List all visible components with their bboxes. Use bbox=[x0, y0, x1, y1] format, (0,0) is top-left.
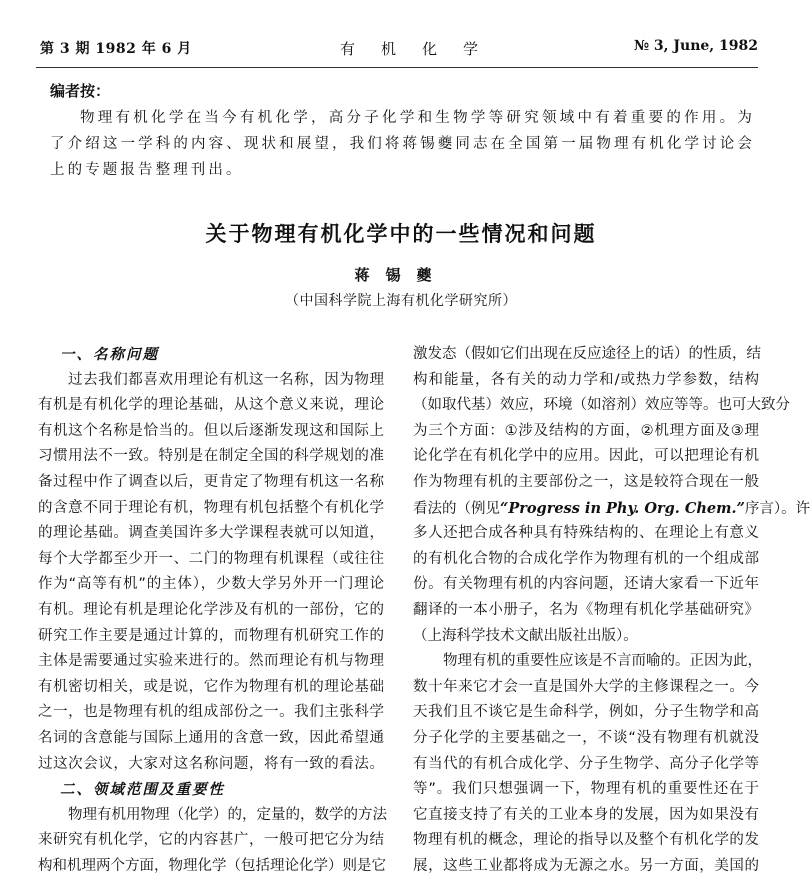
article-title: 关于物理有机化学中的一些情况和问题 bbox=[205, 222, 597, 246]
text-line: 有机这个名称是恰当的。但以后逐渐发现这和国际上 bbox=[38, 422, 384, 439]
editor-note-text: 物理有机化学在当今有机化学，高分子化学和生物学等研究领域中有着重要的作用。为了介绍这一学科的内容、现状和展望，我们将蒋锡夔同志在全国第一届物理有机化学讨论会上的专题报告整理刊出。 bbox=[50, 110, 755, 178]
journal-name: 有机化学 bbox=[340, 40, 505, 58]
text-line: （上海科学技术文献出版社出版）。 bbox=[413, 627, 638, 644]
citation-title: “Progress in Phy. Org. Chem.” bbox=[500, 499, 745, 517]
text-line: 过去我们都喜欢用理论有机这一名称，因为物理 bbox=[68, 371, 384, 388]
text-line: 每个大学都至少开一、二门的物理有机课程（或往往 bbox=[38, 550, 384, 567]
text-line: 的理论基础。调查美国许多大学课程表就可以知道， bbox=[38, 525, 384, 542]
right-paragraph-2 bbox=[413, 649, 762, 879]
section-heading-1: 一、名称问题 bbox=[60, 346, 159, 363]
issue-info-left: 第 3 期 1982 年 6 月 bbox=[40, 41, 192, 57]
citation-suffix: 序言）。许 bbox=[744, 500, 810, 517]
right-paragraph-1-part-b bbox=[413, 521, 759, 649]
text-line: 之一，也是物理有机的组成部份之一。我们主张科学 bbox=[38, 704, 384, 721]
header-rule bbox=[36, 67, 758, 68]
text-line: 主体是需要通过实验来进行的。然而理论有机与物理 bbox=[38, 653, 384, 670]
right-column bbox=[413, 342, 810, 879]
section-heading-2: 二、领域范围及重要性 bbox=[60, 781, 225, 799]
article-affiliation: （中国科学院上海有机化学研究所） bbox=[285, 293, 517, 309]
section-1-body bbox=[38, 368, 384, 778]
text-line: 作为“高等有机”的主体），少数大学另外开一门理论 bbox=[38, 576, 384, 593]
editor-note-label: 编者按： bbox=[50, 82, 111, 100]
text-line: 它直接支持了有关的工业本身的发展，因为如果没有 bbox=[413, 806, 759, 823]
text-line: 过这次会议，大家对这名称问题，将有一致的看法。 bbox=[38, 755, 384, 772]
text-line: 份。有关物理有机的内容问题，还请大家看一下近年 bbox=[413, 576, 759, 593]
text-line: 构和能量，各有关的动力学和/或热力学参数，结构 bbox=[413, 371, 759, 388]
text-line: 等”。我们只想强调一下，物理有机的重要性还在于 bbox=[413, 781, 759, 798]
running-header bbox=[40, 38, 758, 60]
text-line: 为三个方面：①涉及结构的方面，②机理方面及③理 bbox=[413, 422, 759, 439]
text-line: 物理有机的概念，理论的指导以及整个有机化学的发 bbox=[413, 832, 759, 849]
section-2-body bbox=[38, 803, 387, 879]
text-line: 数十年来它才会一直是国外大学的主修课程之一。今 bbox=[413, 678, 759, 695]
text-line: 构和机理两个方面，物理化学（包括理论化学）则是它 bbox=[38, 857, 386, 874]
text-line: 激发态（假如它们出现在反应途径上的话）的性质，结 bbox=[413, 346, 761, 362]
text-line: 有当代的有机合成化学、分子生物学、高分子化学等 bbox=[413, 755, 759, 772]
article-author: 蒋锡夔 bbox=[354, 266, 448, 284]
citation-prefix: 看法的（例见 bbox=[413, 500, 500, 517]
text-line: 分子化学的主要基础之一，不谈“没有物理有机就没 bbox=[413, 729, 759, 746]
text-line: 物理有机的重要性应该是不言而喻的。正因为此， bbox=[443, 653, 762, 670]
text-line: 天我们且不谈它是生命科学，例如，分子生物学和高 bbox=[413, 704, 759, 721]
text-line: 作为物理有机的主要部份之一，这是较符合现在一般 bbox=[413, 473, 759, 490]
text-line: 来研究有机化学，它的内容甚广，一般可把它分为结 bbox=[38, 832, 384, 849]
right-paragraph-1-part-a bbox=[413, 342, 790, 496]
text-line: 多人还把合成各种具有特殊结构的、在理论上有意义 bbox=[413, 525, 759, 542]
citation-line bbox=[413, 496, 810, 522]
editor-note bbox=[50, 80, 755, 183]
text-line: 备过程中作了调查以后，更肯定了物理有机这一名称 bbox=[38, 473, 384, 490]
text-line: （如取代基）效应，环境（如溶剂）效应等等。也可大致分 bbox=[413, 397, 790, 414]
text-line: 有机。理论有机是理论化学涉及有机的一部份，它的 bbox=[38, 601, 384, 618]
text-line: 有机密切相关，或是说，它作为物理有机的理论基础 bbox=[38, 678, 384, 695]
text-line: 的有机化合物的合成化学作为物理有机的一个组成部 bbox=[413, 550, 759, 567]
text-line: 习惯用法不一致。特别是在制定全国的科学规划的准 bbox=[38, 448, 384, 465]
text-line: 名词的含意能与国际上通用的含意一致，因此希望通 bbox=[38, 729, 384, 746]
text-line: 论化学在有机化学中的应用。因此，可以把理论有机 bbox=[413, 448, 759, 465]
text-line: 物理有机用物理（化学）的，定量的，数学的方法 bbox=[68, 806, 387, 823]
text-line: 展，这些工业都将成为无源之水。另一方面，美国的 bbox=[413, 857, 759, 874]
issue-info-right: № 3, June, 1982 bbox=[633, 38, 758, 54]
text-line: 的含意不同于理论有机，物理有机包括整个有机化学 bbox=[38, 499, 384, 516]
text-line: 研究工作主要是通过计算的，而物理有机研究工作的 bbox=[38, 627, 384, 644]
text-line: 有机是有机化学的理论基础，从这个意义来说，理论 bbox=[38, 397, 384, 414]
text-line: 翻译的一本小册子，名为《物理有机化学基础研究》 bbox=[413, 601, 759, 618]
left-column bbox=[38, 342, 387, 879]
